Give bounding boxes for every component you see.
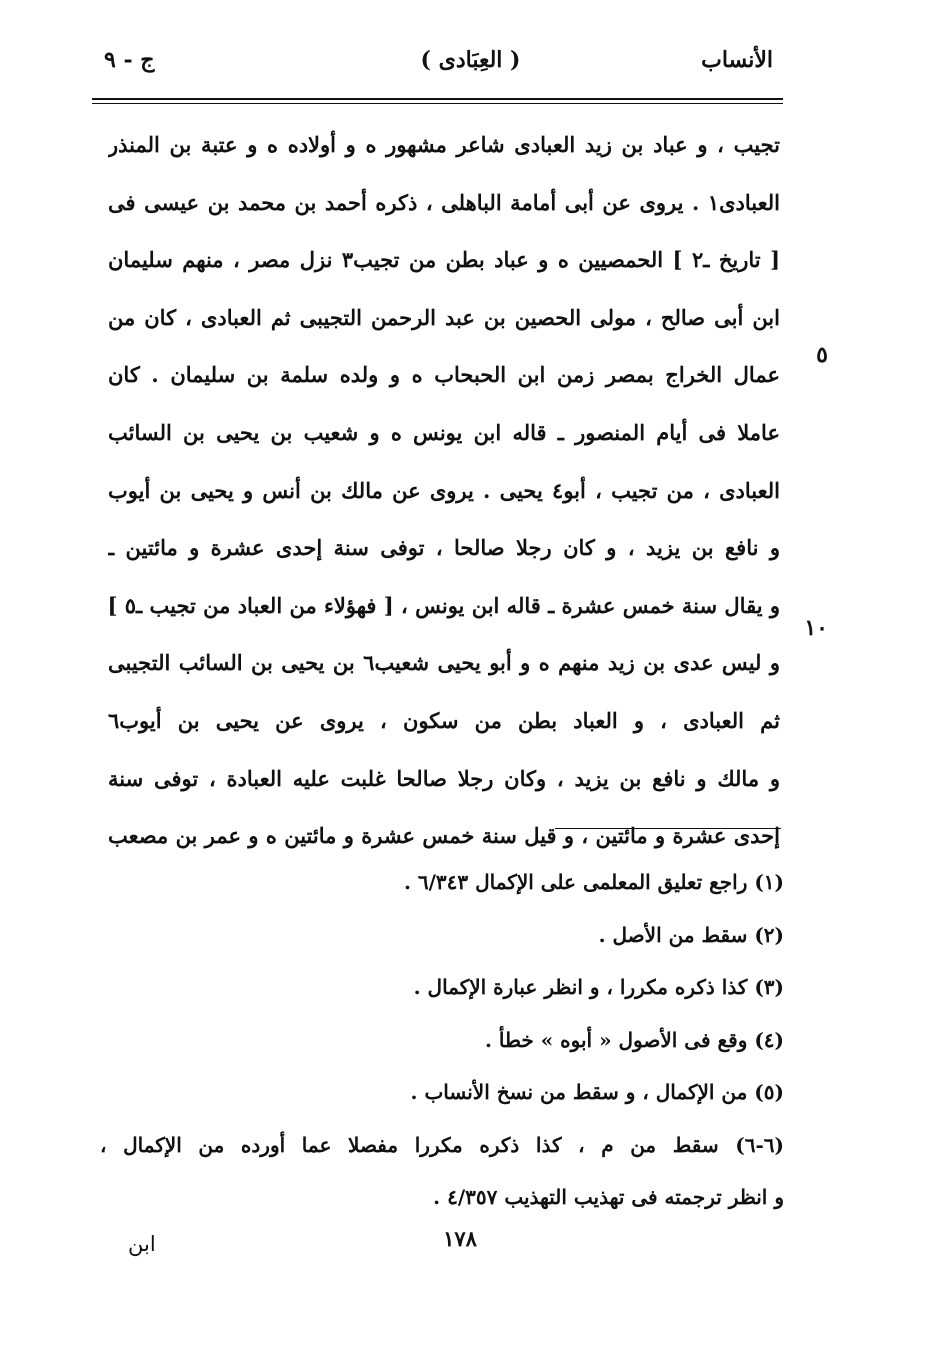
text-line: عاملا فى أيام المنصور ـ قاله ابن يونس ه و شعيب بن يحيى بن السائب [108, 419, 780, 445]
text-line: العبادى ، من تجيب ، أبو٤ يحيى . يروى عن مالك بن أنس و يحيى بن أيوب [108, 477, 780, 503]
footnote: (٣) كذا ذكره مكررا ، و انظر عبارة الإكمال . [413, 975, 784, 999]
running-head-title: الأنساب [701, 47, 773, 73]
text-line: العبادى١ . يروى عن أبى أمامة الباهلى ، ذكره أحمد بن محمد بن عيسى فى [108, 189, 780, 215]
footnote: (١) راجع تعليق المعلمى على الإكمال ٦/٣٤٣ . [403, 870, 784, 894]
header-rule [92, 98, 783, 100]
footnotes [100, 856, 784, 1224]
text-line: و نافع بن يزيد ، و كان رجلا صالحا ، توفى سنة إحدى عشرة و مائتين ـ [108, 535, 780, 561]
line-number-10: ١٠ [804, 615, 828, 641]
footnote: (٤) وقع فى الأصول « أبوه » خطأ . [484, 1027, 784, 1052]
footnote-rule [555, 828, 781, 829]
footnote: (٢) سقط من الأصل . [598, 922, 784, 947]
line-number-5: ٥ [816, 342, 828, 368]
text-line: و مالك و نافع بن يزيد ، وكان رجلا صالحا غلبت عليه العبادة ، توفى سنة [108, 765, 780, 791]
main-text [108, 116, 780, 865]
running-head-entry: ( العِبَادى ) [420, 47, 521, 73]
text-line: و ليس عدى بن زيد منهم ه و أبو يحيى شعيب٦ بن يحيى بن السائب التجيبى [108, 650, 780, 676]
footnote: (٦-٦) سقط من م ، كذا ذكره مكررا مفصلا عما أورده من الإكمال ، [100, 1132, 784, 1157]
page-number: ١٧٨ [443, 1226, 477, 1251]
text-line: إحدى عشرة و مائتين ، و قيل سنة خمس عشرة و مائتين ه و عمر بن مصعب [108, 823, 780, 849]
running-head-volume: ج - ٩ [104, 47, 155, 73]
catchword: ابن [128, 1232, 156, 1256]
text-line: عمال الخراج بمصر زمن ابن الحبحاب ه و ولده سلمة بن سليمان . كان [108, 362, 780, 388]
text-line: تجيب ، و عباد بن زيد العبادى شاعر مشهور ه و أولاده ه و عتبة بن المنذر [108, 132, 780, 157]
text-line: [ تاريخ ـ٢ ] الحمصيين ه و عباد بطن من تجيب٣ نزل مصر ، منهم سليمان [108, 247, 780, 273]
footnote: (٥) من الإكمال ، و سقط من نسخ الأنساب . [410, 1080, 784, 1104]
text-line: ثم العبادى ، و العباد بطن من سكون ، يروى عن يحيى بن أيوب٦ [108, 707, 780, 733]
header-rule-thin [92, 103, 783, 104]
text-line: ابن أبى صالح ، مولى الحصين بن عبد الرحمن التجيبى ثم العبادى ، كان من [108, 304, 780, 330]
footnote-continuation: و انظر ترجمته فى تهذيب التهذيب ٤/٣٥٧ . [433, 1185, 784, 1209]
text-line: و يقال سنة خمس عشرة ـ قاله ابن يونس ، [ فهؤلاء من العباد من تجيب ـ٥ ] [108, 592, 780, 618]
